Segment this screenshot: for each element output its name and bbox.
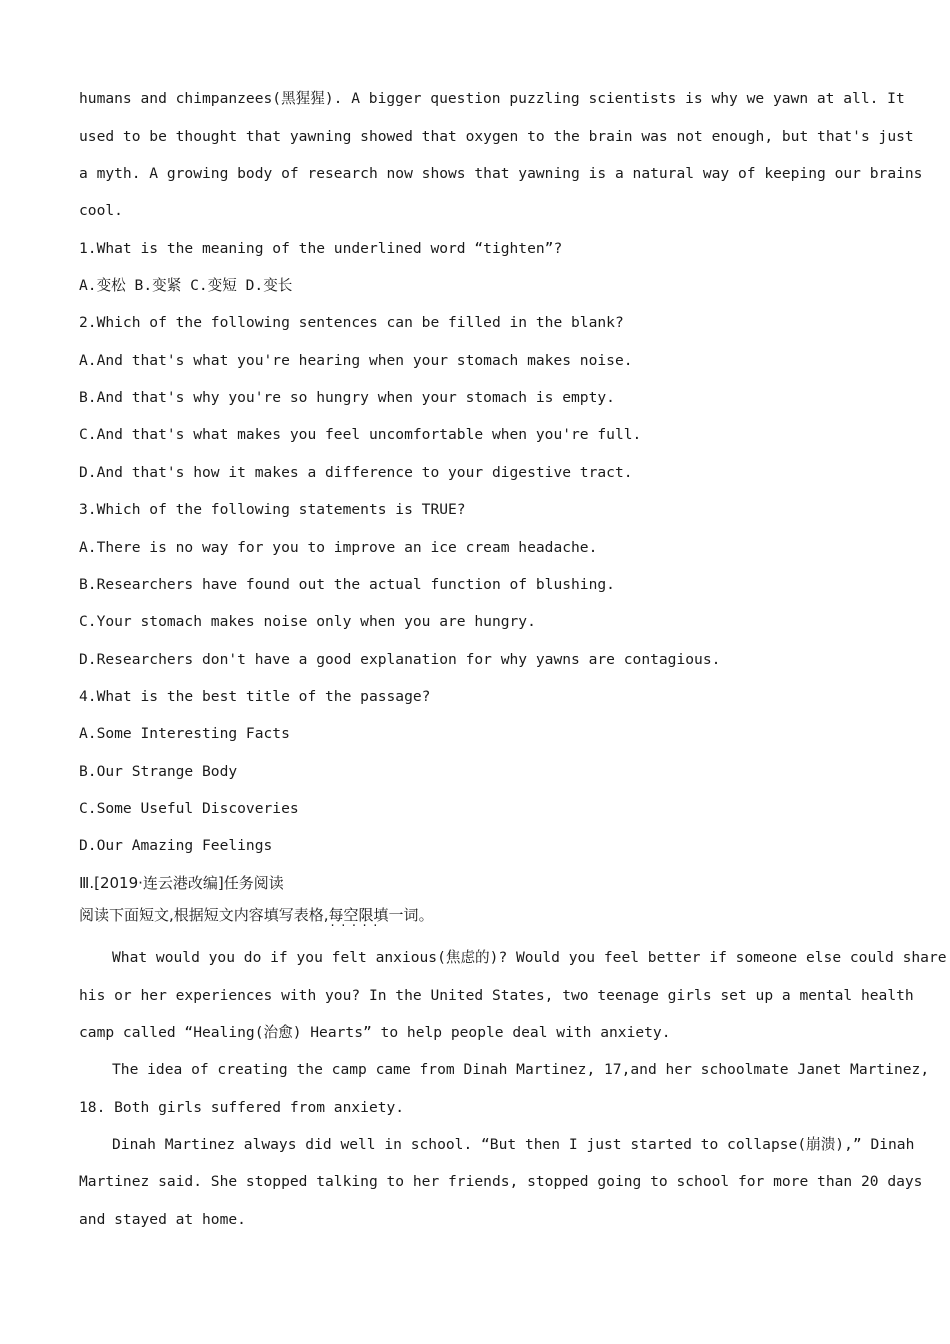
passage-line: used to be thought that yawning showed that oxygen to the brain was not enough, but that's just	[79, 128, 914, 145]
question-options-inline: A.变松 B.变紧 C.变短 D.变长	[79, 277, 293, 294]
question-option: B.And that's why you're so hungry when your stomach is empty.	[79, 389, 615, 406]
question-stem: 2.Which of the following sentences can be filled in the blank?	[79, 314, 624, 331]
question-stem: 4.What is the best title of the passage?	[79, 688, 431, 705]
instruction-text: 。	[418, 906, 434, 924]
question-option: A.There is no way for you to improve an ice cream headache.	[79, 539, 598, 556]
passage-line: humans and chimpanzees(黑猩猩). A bigger question puzzling scientists is why we yawn at all. It	[79, 90, 905, 107]
passage-line: Dinah Martinez always did well in school. “But then I just started to collapse(崩溃),” Dinah	[112, 1136, 915, 1153]
question-stem: 1.What is the meaning of the underlined word “tighten”?	[79, 240, 563, 257]
passage-line: Martinez said. She stopped talking to her friends, stopped going to school for more than 20 days	[79, 1173, 923, 1190]
question-option: B.Researchers have found out the actual function of blushing.	[79, 576, 615, 593]
section-instruction	[79, 905, 888, 925]
question-option: D.Our Amazing Feelings	[79, 837, 273, 854]
instruction-emphasis: 每空限填一词 · · ·	[329, 905, 419, 925]
passage-line: 18. Both girls suffered from anxiety.	[79, 1099, 405, 1116]
question-option: C.Your stomach makes noise only when you are hungry.	[79, 613, 536, 630]
question-option: C.Some Useful Discoveries	[79, 800, 299, 817]
passage-line: his or her experiences with you? In the United States, two teenage girls set up a mental health	[79, 987, 914, 1004]
passage-line: a myth. A growing body of research now shows that yawning is a natural way of keeping our brains	[79, 165, 923, 182]
passage-line: The idea of creating the camp came from Dinah Martinez, 17,and her schoolmate Janet Martinez,	[112, 1061, 930, 1078]
question-option: C.And that's what makes you feel uncomfortable when you're full.	[79, 426, 642, 443]
question-option: B.Our Strange Body	[79, 763, 238, 780]
passage-line: and stayed at home.	[79, 1211, 246, 1228]
passage-line: What would you do if you felt anxious(焦虑的)? Would you feel better if someone else could share	[112, 949, 947, 966]
passage-line: cool.	[79, 202, 123, 219]
section-title: Ⅲ.[2019·连云港改编]任务阅读	[79, 874, 284, 892]
question-stem: 3.Which of the following statements is TRUE?	[79, 501, 466, 518]
question-option: D.And that's how it makes a difference to your digestive tract.	[79, 464, 633, 481]
instruction-text: 阅读下面短文,根据短文内容填写表格,	[79, 906, 329, 924]
question-option: A.And that's what you're hearing when your stomach makes noise.	[79, 352, 633, 369]
question-option: D.Researchers don't have a good explanation for why yawns are contagious.	[79, 651, 721, 668]
passage-line: camp called “Healing(治愈) Hearts” to help people deal with anxiety.	[79, 1024, 671, 1041]
question-option: A.Some Interesting Facts	[79, 725, 290, 742]
